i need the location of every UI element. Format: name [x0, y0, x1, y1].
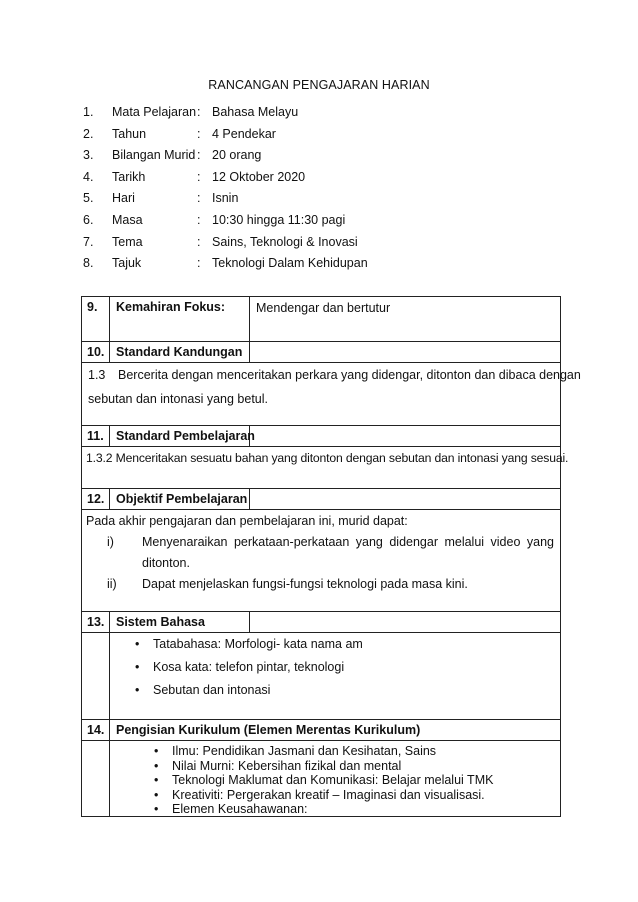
list-item: • Kosa kata: telefon pintar, teknologi — [153, 656, 560, 679]
info-value: 10:30 hingga 11:30 pagi — [212, 212, 346, 227]
section-header-blank — [250, 489, 560, 509]
lesson-plan-table — [81, 296, 581, 817]
info-value: 20 orang — [212, 148, 262, 163]
info-row — [83, 190, 563, 212]
section-number-blank — [82, 741, 110, 816]
list-item: • Ilmu: Pendidikan Jasmani dan Kesihatan, Sains — [172, 744, 560, 759]
info-row — [83, 104, 563, 126]
section-header — [82, 426, 560, 446]
section-value: Mendengar dan bertutur — [256, 301, 391, 315]
info-colon: : — [197, 212, 201, 227]
section-number-blank — [82, 633, 110, 719]
objektif-marker: i) — [107, 535, 114, 549]
info-label: Tema — [112, 234, 143, 249]
info-number: 6. — [83, 212, 94, 227]
section-sistem-bahasa-body — [82, 632, 560, 719]
objektif-text: Dapat menjelaskan fungsi-fungsi teknologi pada masa kini. — [142, 577, 468, 591]
info-row — [83, 212, 563, 234]
section-number: 9. — [82, 297, 110, 341]
list-item: • Tatabahasa: Morfologi- kata nama am — [153, 633, 560, 656]
section-header — [82, 489, 560, 509]
info-label: Tarikh — [112, 169, 146, 184]
section-header-blank — [250, 612, 560, 632]
info-colon: : — [197, 256, 201, 271]
info-value: 4 Pendekar — [212, 126, 276, 141]
info-value: Teknologi Dalam Kehidupan — [212, 256, 368, 271]
section-number: 12. — [82, 489, 110, 509]
section-header — [82, 342, 560, 362]
section-standard-pembelajaran-header — [82, 425, 560, 446]
info-label: Masa — [112, 212, 143, 227]
info-value: 12 Oktober 2020 — [212, 169, 306, 184]
list-item: • Sebutan dan intonasi — [153, 679, 560, 702]
info-row — [83, 255, 563, 277]
section-objektif-body — [82, 509, 560, 611]
info-number: 2. — [83, 126, 94, 141]
info-number: 7. — [83, 234, 94, 249]
section-label: Standard Kandungan — [110, 342, 250, 362]
info-row — [83, 169, 563, 191]
pengisian-kurikulum-list — [110, 741, 560, 817]
sistem-bahasa-list — [110, 633, 560, 702]
section-label: Sistem Bahasa — [110, 612, 250, 632]
standard-code: 1.3 — [88, 368, 106, 382]
info-colon: : — [197, 191, 201, 206]
info-colon: : — [197, 126, 201, 141]
section-header-blank — [250, 342, 560, 362]
objektif-text: Menyenaraikan perkataan-perkataan yang didengar melalui video yang — [142, 535, 554, 549]
section-sistem-bahasa-header — [82, 611, 560, 632]
info-label: Mata Pelajaran — [112, 105, 197, 119]
objektif-intro: Pada akhir pengajaran dan pembelajaran ini, murid dapat: — [86, 514, 408, 528]
section-header — [82, 720, 560, 740]
section-label: Objektif Pembelajaran — [110, 489, 250, 509]
section-pengisian-kurikulum-header — [82, 719, 560, 740]
section-pengisian-kurikulum-body — [82, 740, 560, 816]
standard-pembelajaran-text: 1.3.2 Menceritakan sesuatu bahan yang ditonton dengan sebutan dan intonasi yang sesuai. — [86, 451, 569, 465]
list-item: • Nilai Murni: Kebersihan fizikal dan mental — [172, 759, 560, 774]
section-label: Kemahiran Fokus: — [110, 297, 250, 341]
info-colon: : — [197, 105, 201, 119]
info-value: Isnin — [212, 191, 239, 206]
document-title: RANCANGAN PENGAJARAN HARIAN — [208, 78, 430, 92]
objektif-item — [86, 574, 556, 595]
section-standard-kandungan-body — [82, 362, 581, 425]
info-number: 5. — [83, 191, 94, 206]
section-header — [82, 297, 560, 341]
section-header — [82, 612, 560, 632]
section-number: 13. — [82, 612, 110, 632]
info-number: 1. — [83, 105, 94, 119]
info-colon: : — [197, 234, 201, 249]
info-row — [83, 234, 563, 256]
info-label: Bilangan Murid — [112, 148, 196, 163]
list-item: • Teknologi Maklumat dan Komunikasi: Belajar melalui TMK — [172, 773, 560, 788]
info-list — [83, 104, 563, 277]
section-kemahiran-fokus — [82, 297, 560, 341]
info-row — [83, 126, 563, 148]
info-colon: : — [197, 169, 201, 184]
standard-kandungan-text — [82, 363, 581, 412]
standard-description-continued: sebutan dan intonasi yang betul. — [88, 392, 268, 406]
objektif-content — [82, 510, 560, 596]
section-number: 14. — [82, 720, 110, 740]
info-colon: : — [197, 148, 201, 163]
sistem-bahasa-content — [110, 633, 560, 719]
section-number: 10. — [82, 342, 110, 362]
section-label: Pengisian Kurikulum (Elemen Merentas Kurikulum) — [116, 723, 421, 737]
pengisian-kurikulum-content — [110, 741, 560, 816]
section-label: Standard Pembelajaran — [110, 426, 250, 446]
info-number: 4. — [83, 169, 94, 184]
info-label: Tajuk — [112, 256, 142, 271]
info-value: Bahasa Melayu — [212, 105, 299, 119]
objektif-marker: ii) — [107, 577, 117, 591]
info-label: Hari — [112, 191, 135, 206]
standard-kandungan-line — [88, 366, 581, 384]
section-standard-pembelajaran-body — [82, 446, 569, 488]
objektif-item — [86, 532, 556, 574]
list-item: • Kreativiti: Pergerakan kreatif – Imaginasi dan visualisasi. — [172, 788, 560, 803]
info-number: 8. — [83, 256, 94, 271]
info-row — [83, 147, 563, 169]
objektif-text-continued: ditonton. — [142, 556, 190, 570]
section-objektif-header — [82, 488, 560, 509]
section-header-blank — [250, 426, 560, 446]
standard-description: Bercerita dengan menceritakan perkara yang didengar, ditonton dan dibaca dengan — [118, 368, 581, 382]
list-item: • Elemen Keusahawanan: — [172, 802, 560, 817]
info-number: 3. — [83, 148, 94, 163]
info-value: Sains, Teknologi & Inovasi — [212, 234, 358, 249]
section-standard-kandungan-header — [82, 341, 560, 362]
info-label: Tahun — [112, 126, 147, 141]
section-number: 11. — [82, 426, 110, 446]
